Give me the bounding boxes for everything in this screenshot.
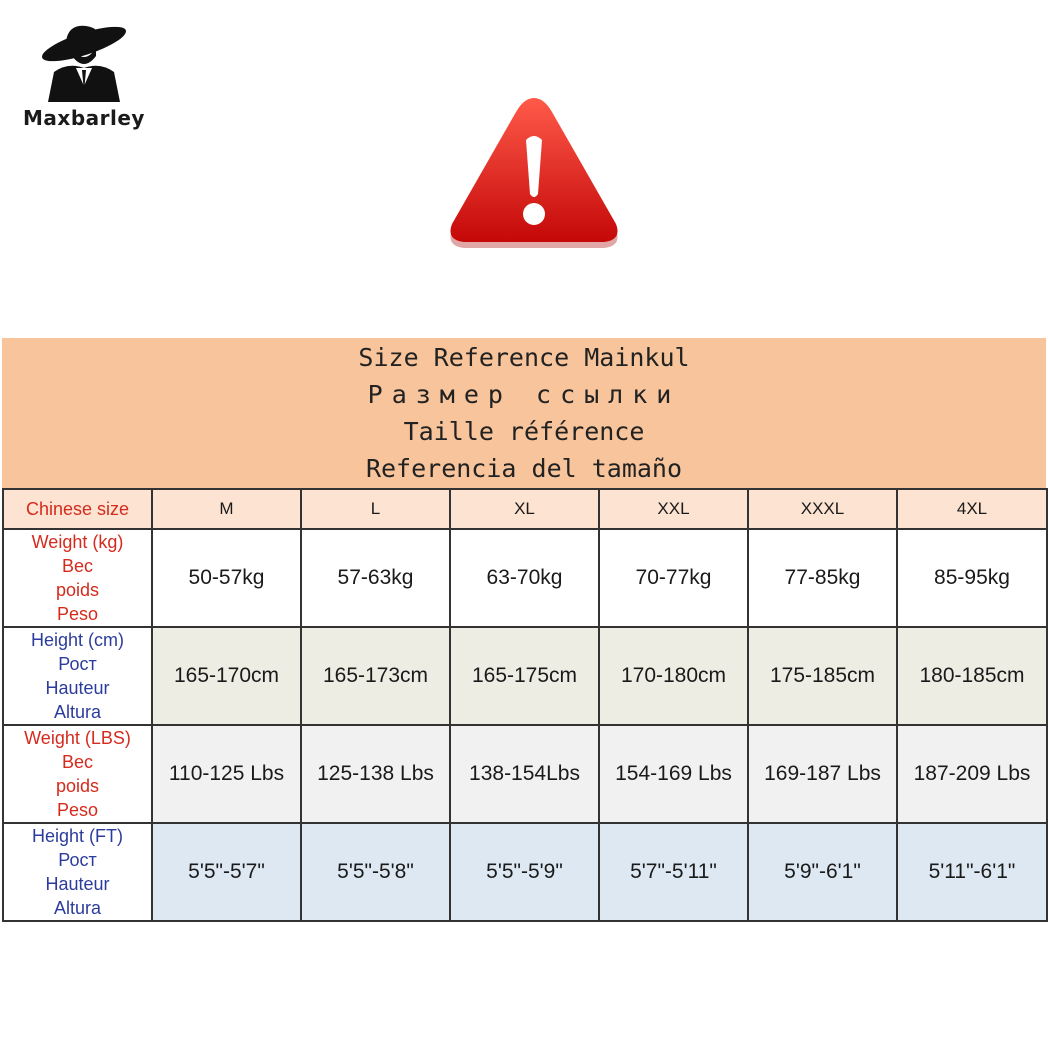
row-label-line: Altura — [53, 898, 102, 918]
size-cell: 4XL — [897, 489, 1047, 529]
size-cell: XXXL — [748, 489, 897, 529]
size-table — [2, 488, 1048, 922]
brand-name: Maxbarley — [23, 106, 145, 130]
row-label-line: Height (FT) — [31, 826, 123, 846]
chinese-size-label: Chinese size — [3, 489, 152, 529]
value-cell: 85-95kg — [897, 529, 1047, 627]
row-label-line: Вес — [61, 556, 94, 576]
row-label-line: Peso — [56, 604, 99, 624]
row-label-line: Peso — [56, 800, 99, 820]
chart-title-ru: Размер ссылки — [367, 380, 681, 409]
chart-title-es: Referencia del tamaño — [365, 454, 683, 483]
row-label-line: Hauteur — [45, 678, 110, 698]
row-label-line: Altura — [53, 702, 102, 722]
weight-lbs-row — [3, 725, 1047, 823]
chart-header — [2, 338, 1046, 488]
height-cm-row — [3, 627, 1047, 725]
chart-title-en: Size Reference Mainkul — [358, 343, 690, 372]
value-cell: 5'11"-6'1" — [897, 823, 1047, 921]
row-label-line: Height (cm) — [30, 630, 124, 650]
value-cell: 169-187 Lbs — [748, 725, 897, 823]
value-cell: 5'5"-5'8" — [301, 823, 450, 921]
size-cell: M — [152, 489, 301, 529]
value-cell: 125-138 Lbs — [301, 725, 450, 823]
value-cell: 110-125 Lbs — [152, 725, 301, 823]
size-chart — [2, 338, 1046, 922]
value-cell: 5'5"-5'9" — [450, 823, 599, 921]
row-label — [3, 725, 152, 823]
value-cell: 70-77kg — [599, 529, 748, 627]
value-cell: 180-185cm — [897, 627, 1047, 725]
row-label-line: Weight (LBS) — [24, 728, 131, 748]
size-cell: L — [301, 489, 450, 529]
value-cell: 170-180cm — [599, 627, 748, 725]
value-cell: 5'7"-5'11" — [599, 823, 748, 921]
value-cell: 165-175cm — [450, 627, 599, 725]
size-row — [3, 489, 1047, 529]
row-label-line: poids — [55, 776, 100, 796]
value-cell: 63-70kg — [450, 529, 599, 627]
row-label-line: Рост — [58, 654, 97, 674]
value-cell: 165-173cm — [301, 627, 450, 725]
row-label — [3, 823, 152, 921]
value-cell: 165-170cm — [152, 627, 301, 725]
value-cell: 50-57kg — [152, 529, 301, 627]
value-cell: 5'9"-6'1" — [748, 823, 897, 921]
warning-triangle-icon — [444, 92, 624, 259]
hat-figure-icon — [38, 22, 130, 102]
weight-kg-row — [3, 529, 1047, 627]
value-cell: 5'5"-5'7" — [152, 823, 301, 921]
size-cell: XXL — [599, 489, 748, 529]
value-cell: 175-185cm — [748, 627, 897, 725]
row-label — [3, 627, 152, 725]
value-cell: 187-209 Lbs — [897, 725, 1047, 823]
row-label-line: poids — [55, 580, 100, 600]
row-label-line: Рост — [58, 850, 97, 870]
row-label — [3, 529, 152, 627]
value-cell: 77-85kg — [748, 529, 897, 627]
size-cell: XL — [450, 489, 599, 529]
row-label-line: Weight (kg) — [31, 532, 124, 552]
row-label-line: Вес — [61, 752, 94, 772]
row-label-line: Hauteur — [45, 874, 110, 894]
brand-logo — [14, 22, 154, 132]
chart-title-fr: Taille référence — [403, 417, 645, 446]
height-ft-row — [3, 823, 1047, 921]
value-cell: 154-169 Lbs — [599, 725, 748, 823]
value-cell: 57-63kg — [301, 529, 450, 627]
value-cell: 138-154Lbs — [450, 725, 599, 823]
